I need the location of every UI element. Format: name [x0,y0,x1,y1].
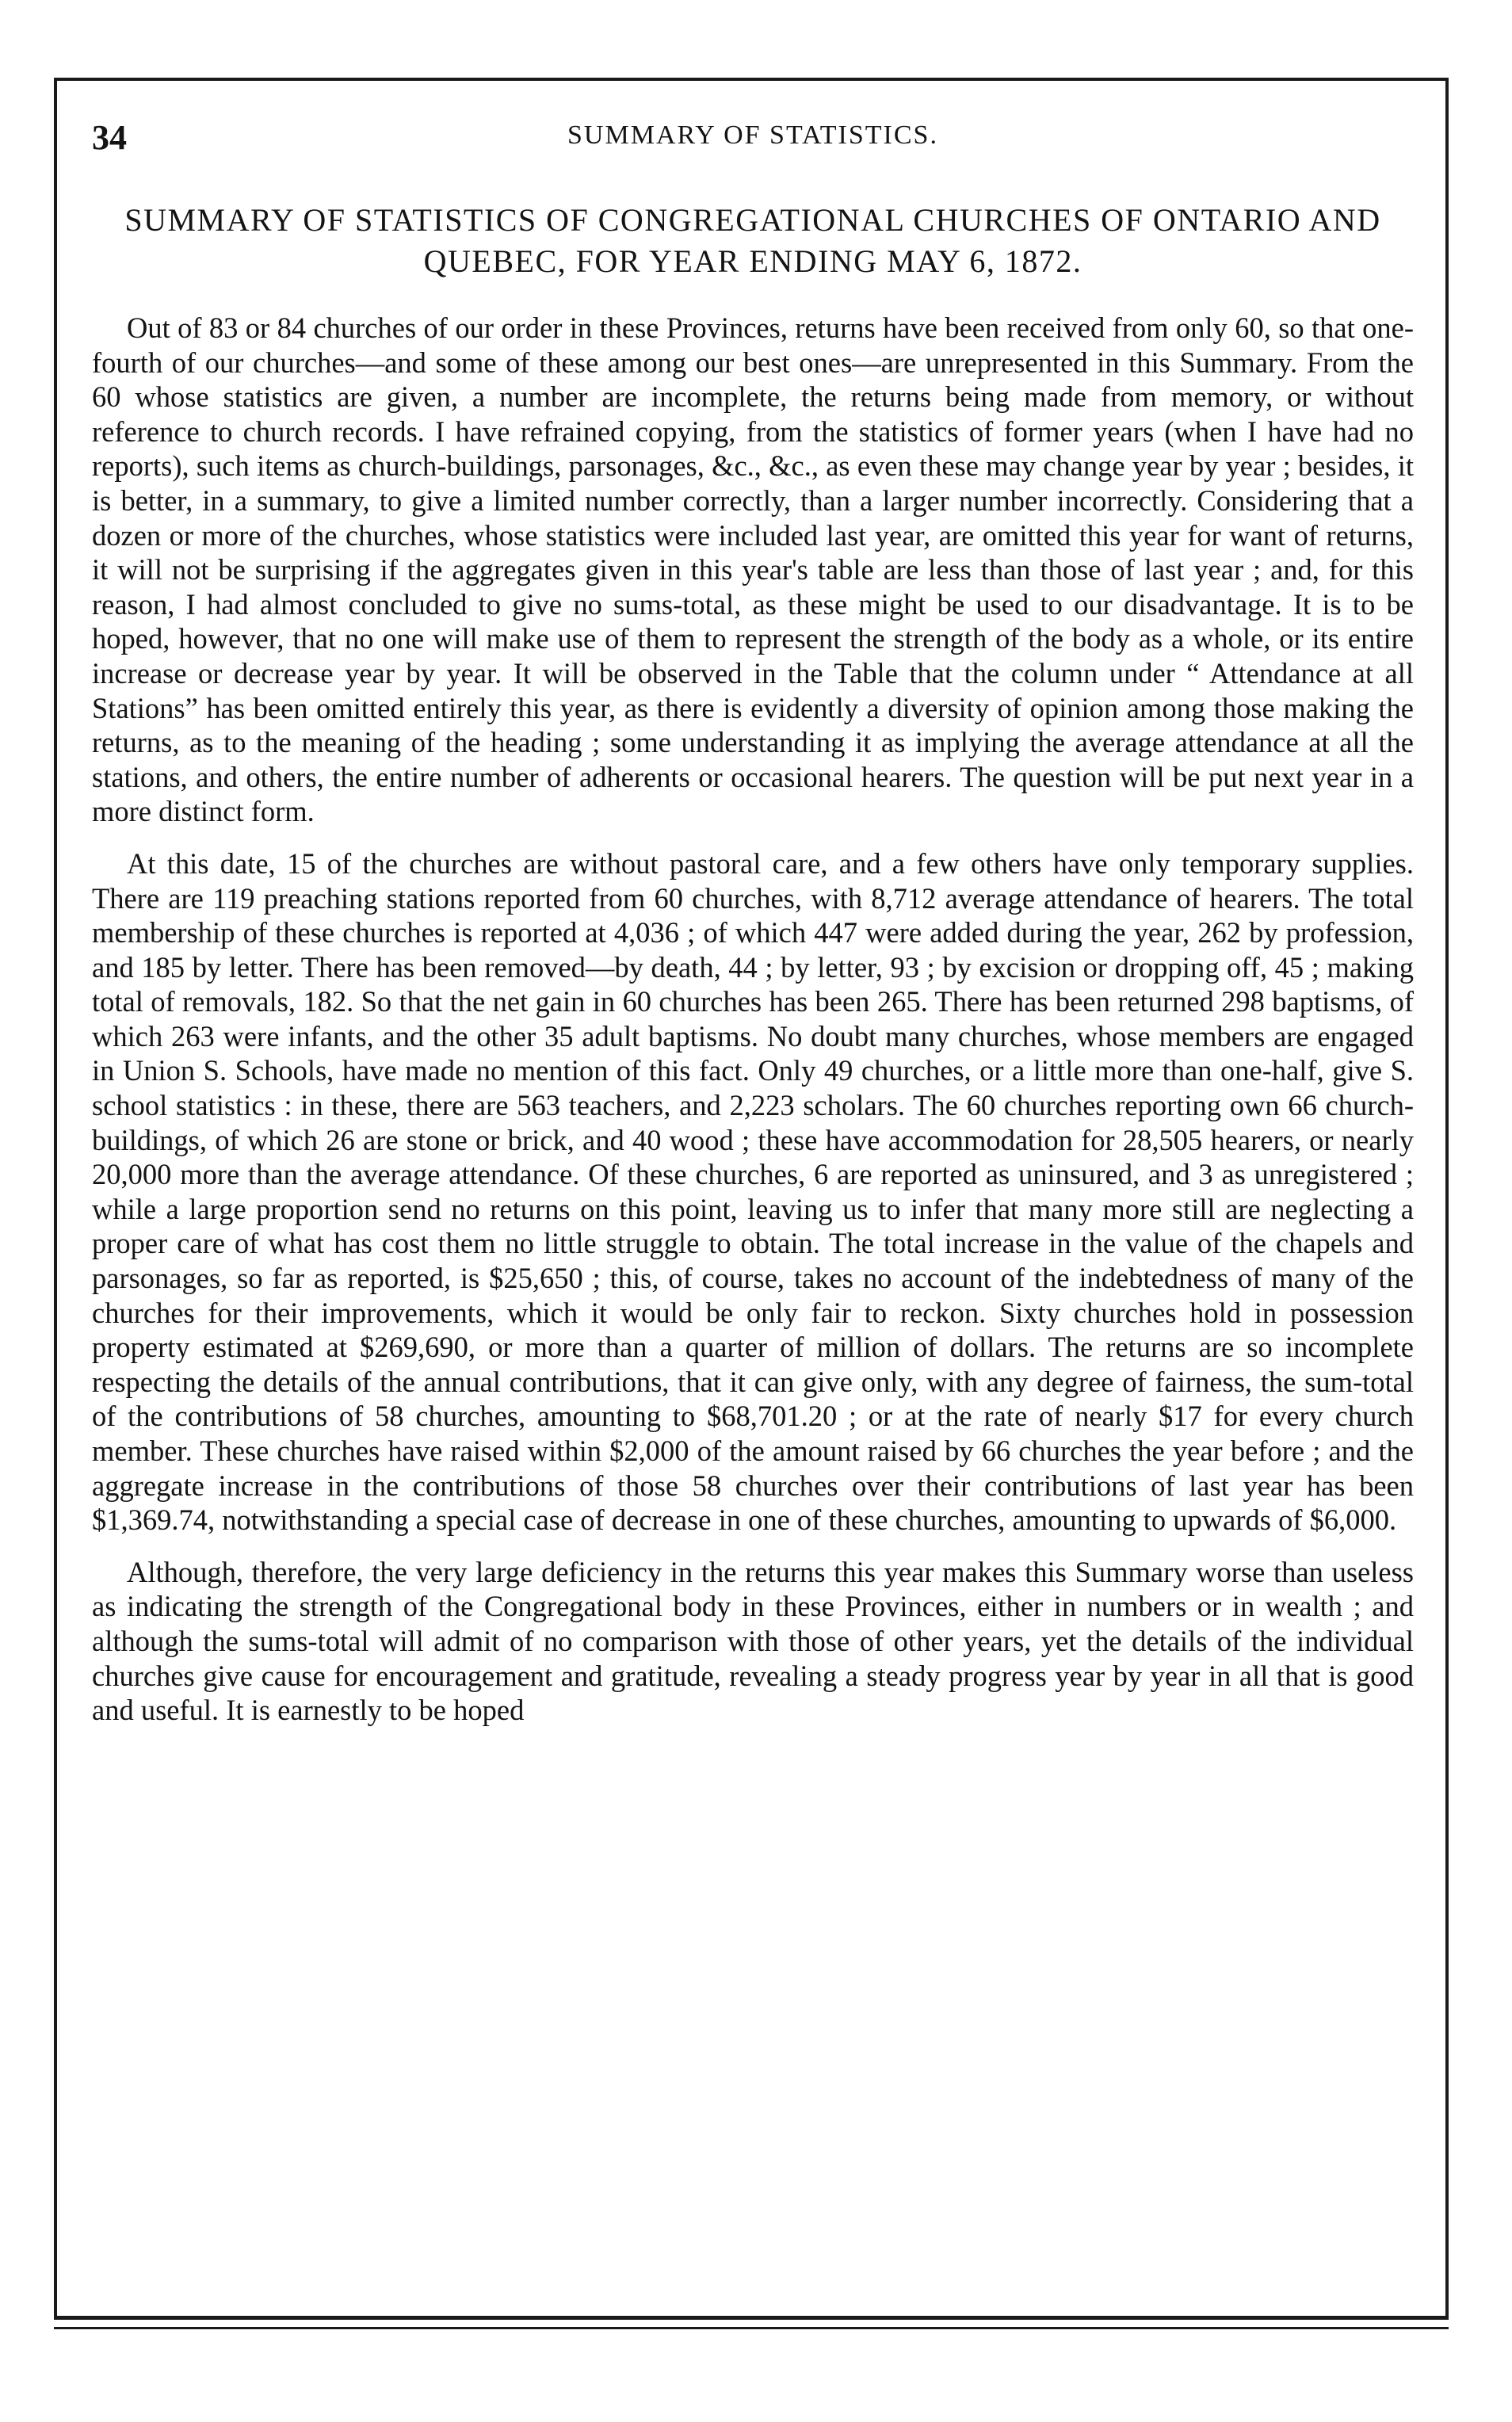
running-title: SUMMARY OF STATISTICS. [567,120,938,150]
bottom-rule [54,2316,1449,2320]
document-title: SUMMARY OF STATISTICS OF CONGREGATIONAL CHURCHES OF ONTARIO AND QUEBEC, FOR YEAR ENDING MAY 6, 1872. [124,202,1381,279]
paragraph: At this date, 15 of the churches are without pastoral care, and a few others have only temporary supplies. There are 119 preaching stations reported from 60 churches, with 8,712 average attendance of hearers. The total membership of these churches is reported at 4,036 ; of which 447 were added during the year, 262 by profession, and 185 by letter. There has been removed—by death, 44 ; by letter, 93 ; by excision or dropping off, 45 ; making total of removals, 182. So that the net gain in 60 churches has been 265. There has been returned 298 baptisms, of which 263 were infants, and the other 35 adult baptisms. No doubt many churches, whose members are engaged in Union S. Schools, have made no mention of this fact. Only 49 churches, or a little more than one-half, give S. school statistics : in these, there are 563 teachers, and 2,223 scholars. The 60 churches reporting own 66 church-buildings, of which 26 are stone or brick, and 40 wood ; these have accommodation for 28,505 hearers, or nearly 20,000 more than the average attendance. Of these churches, 6 are reported as uninsured, and 3 as unregistered ; while a large proportion send no returns on this point, leaving us to infer that many more still are neglecting a proper care of what has cost them no little struggle to obtain. The total increase in the value of the chapels and parsonages, so far as reported, is $25,650 ; this, of course, takes no account of the indebtedness of many of the churches for their improvements, which it would be only fair to reckon. Sixty churches hold in possession property estimated at $269,690, or more than a quarter of million of dollars. The returns are so incomplete respecting the details of the annual contributions, that it can give only, with any degree of fairness, the sum-total of the contributions of 58 churches, amounting to $68,701.20 ; or at the rate of nearly $17 for every church member. These churches have raised within $2,000 of the amount raised by 66 churches the year before ; and the aggregate increase in the contributions of those 58 churches over their contributions of last year has been $1,369.74, notwithstanding a special case of decrease in one of these churches, amounting to upwards of $6,000. [92,846,1414,1537]
body-text [92,311,1414,1745]
running-head [92,117,1414,157]
bottom-rule-thin [54,2327,1449,2329]
page-number: 34 [92,118,127,157]
paragraph: Out of 83 or 84 churches of our order in these Provinces, returns have been received from only 60, so that one-fourth of our churches—and some of these among our best ones—are unrepresented in this Summary. From the 60 whose statistics are given, a number are incomplete, the returns being made from memory, or without reference to church records. I have refrained copying, from the statistics of former years (when I have had no reports), such items as church-buildings, parsonages, &c., &c., as even these may change year by year ; besides, it is better, in a summary, to give a limited number correctly, than a larger number incorrectly. Considering that a dozen or more of the churches, whose statistics were included last year, are omitted this year for want of returns, it will not be surprising if the aggregates given in this year's table are less than those of last year ; and, for this reason, I had almost concluded to give no sums-total, as these might be used to our disadvantage. It is to be hoped, however, that no one will make use of them to represent the strength of the body as a whole, or its entire increase or decrease year by year. It will be observed in the Table that the column under “ Attendance at all Stations” has been omitted entirely this year, as there is evidently a diversity of opinion among those making the returns, as to the meaning of the heading ; some understanding it as implying the average attendance at all the stations, and others, the entire number of adherents or occasional hearers. The question will be put next year in a more distinct form. [92,311,1414,828]
paragraph: Although, therefore, the very large deficiency in the returns this year makes this Summary worse than useless as indicating the strength of the Congregational body in these Provinces, either in numbers or in wealth ; and although the sums-total will admit of no comparison with those of other years, yet the details of the individual churches give cause for encouragement and gratitude, revealing a steady progress year by year in all that is good and useful. It is earnestly to be hoped [92,1555,1414,1727]
